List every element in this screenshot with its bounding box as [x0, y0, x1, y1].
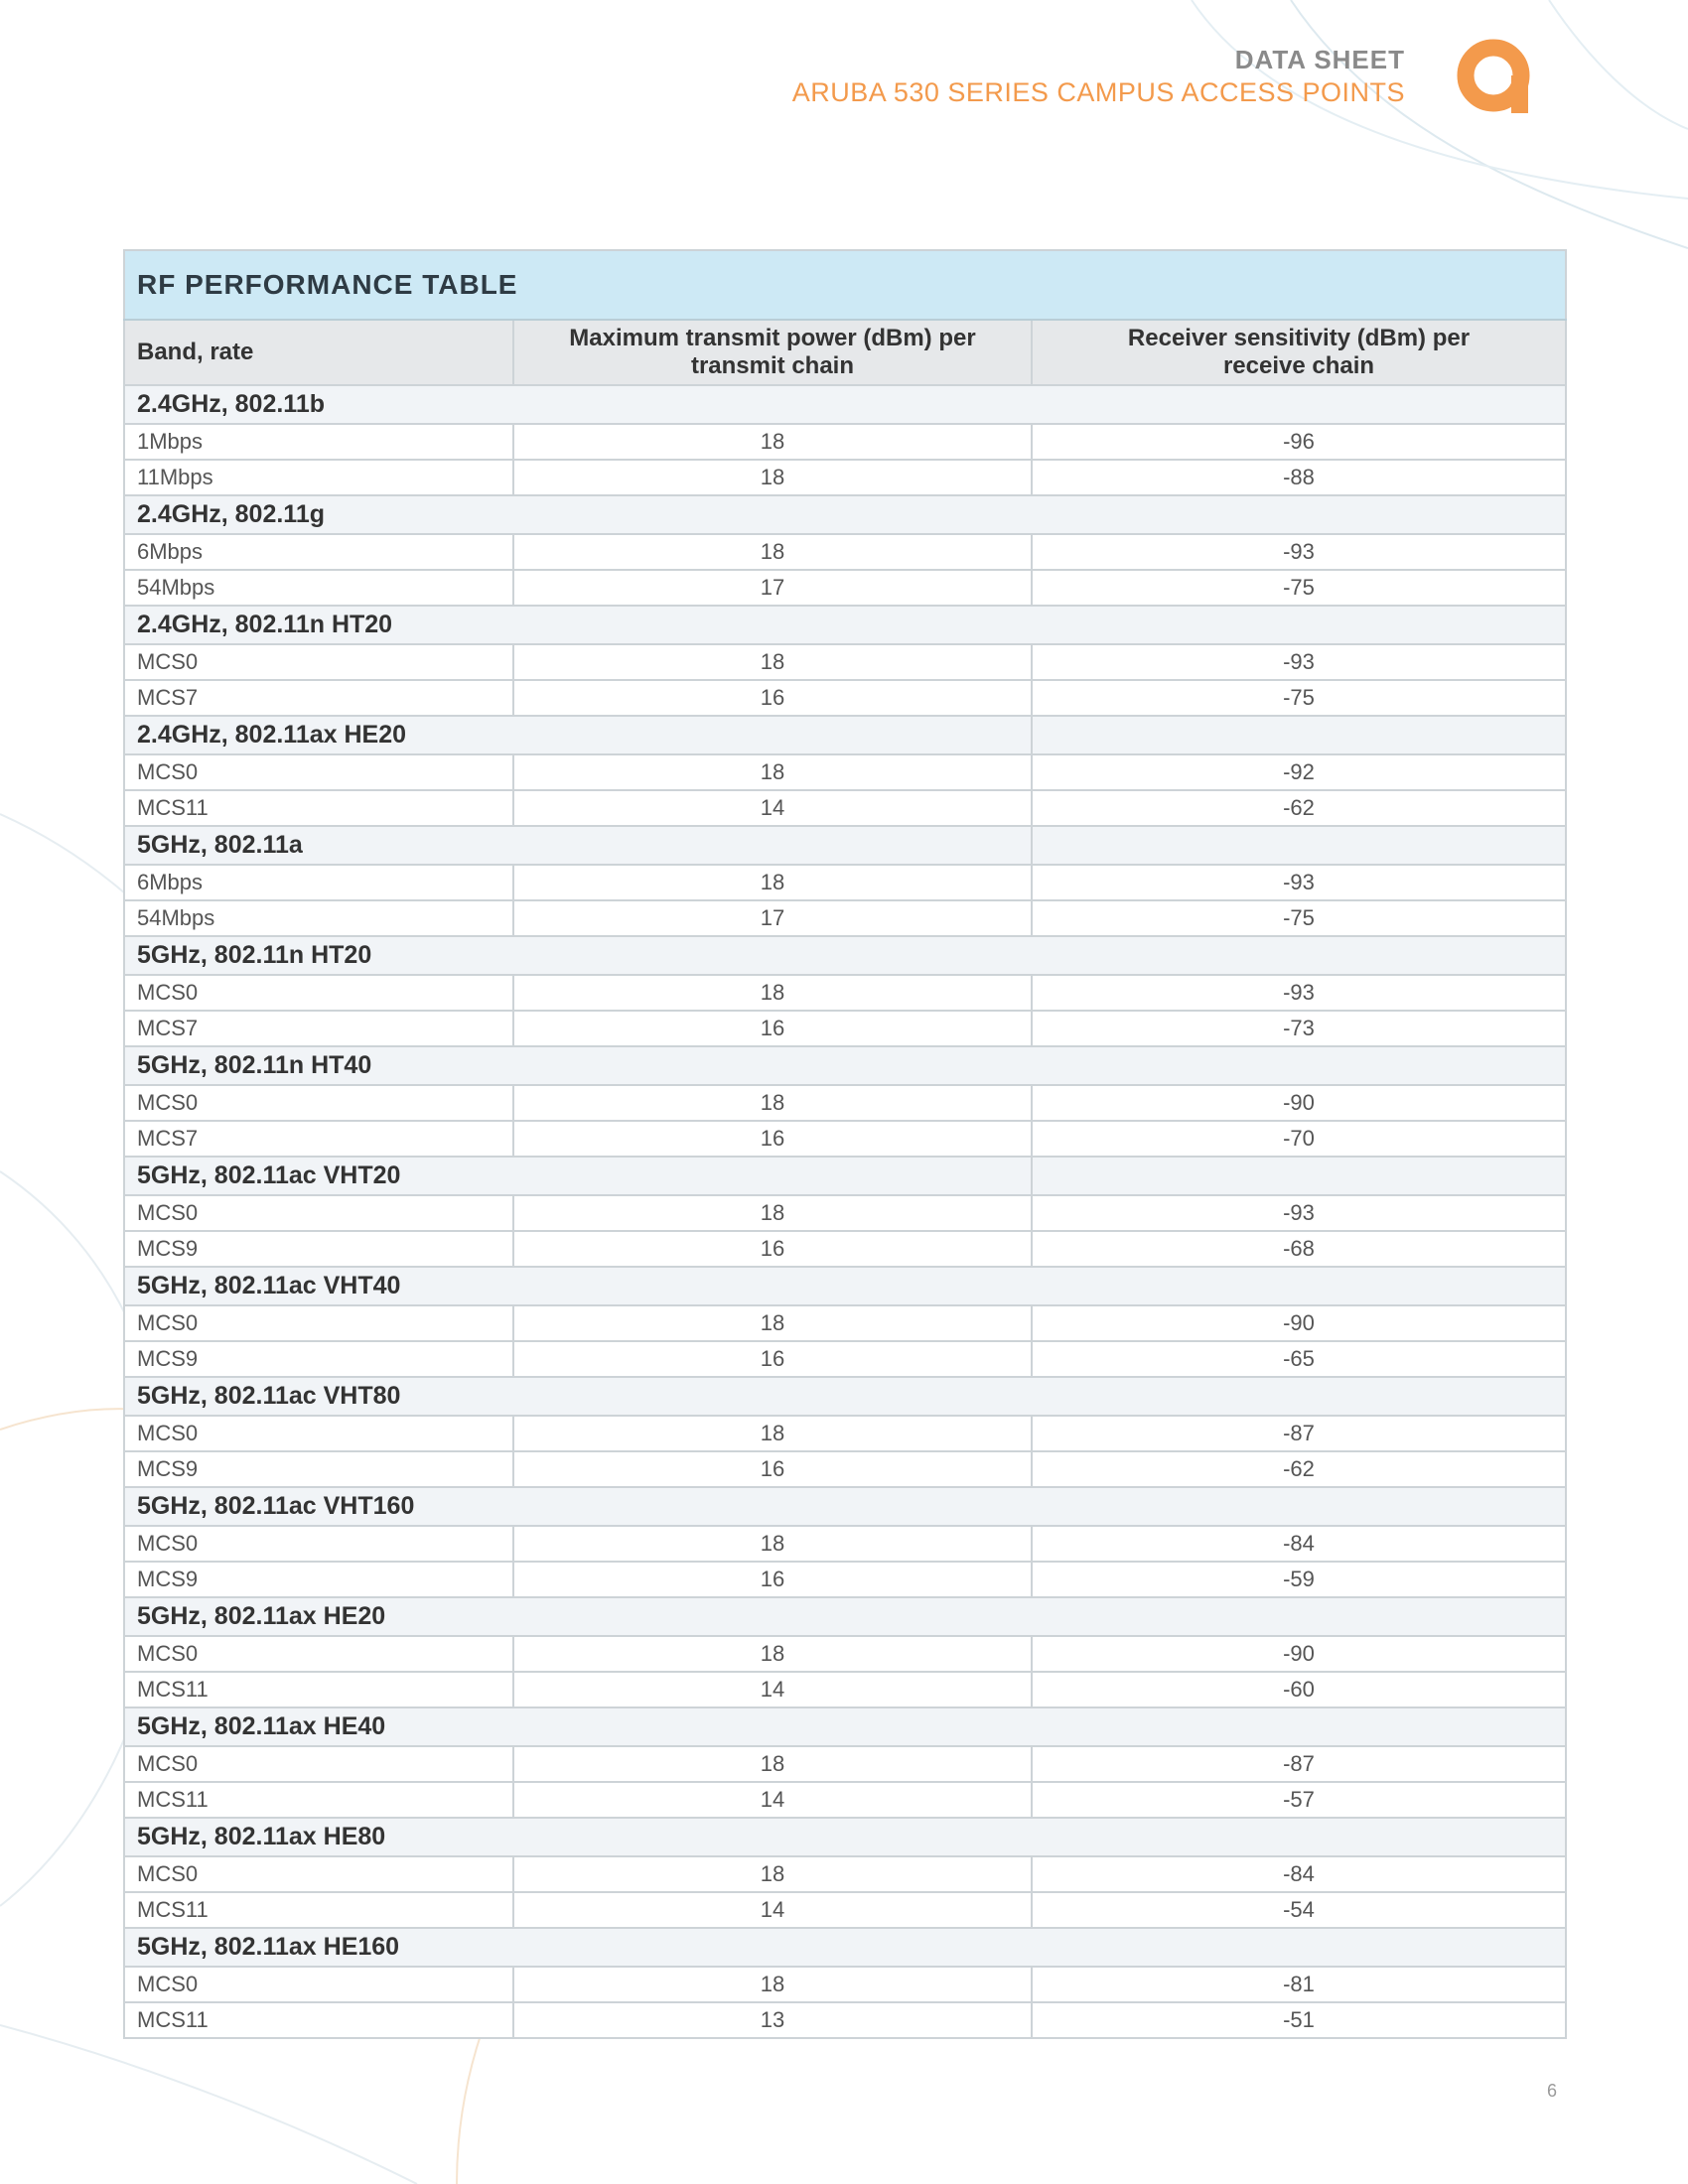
receiver-sensitivity-cell: -88 — [1032, 460, 1566, 495]
table-row — [124, 1011, 1566, 1046]
band-group-label: 2.4GHz, 802.11g — [124, 495, 1566, 534]
band-group-row — [124, 1487, 1566, 1526]
receiver-sensitivity-cell: -60 — [1032, 1672, 1566, 1707]
receiver-sensitivity-cell: -90 — [1032, 1305, 1566, 1341]
transmit-power-cell: 18 — [513, 1416, 1032, 1451]
table-row — [124, 790, 1566, 826]
band-group-label: 5GHz, 802.11n HT40 — [124, 1046, 1566, 1085]
transmit-power-cell: 18 — [513, 1195, 1032, 1231]
band-group-row — [124, 1377, 1566, 1416]
receiver-sensitivity-cell: -75 — [1032, 900, 1566, 936]
band-group-row — [124, 495, 1566, 534]
rate-cell: MCS0 — [124, 1305, 513, 1341]
table-row — [124, 1562, 1566, 1597]
table-row — [124, 1451, 1566, 1487]
table-row — [124, 460, 1566, 495]
receiver-sensitivity-cell: -96 — [1032, 424, 1566, 460]
column-header-transmit-power-text: Maximum transmit power (dBm) per transmit chain — [569, 325, 976, 379]
column-header-transmit-power — [513, 320, 1032, 385]
band-group-label: 5GHz, 802.11ac VHT160 — [124, 1487, 1566, 1526]
table-row — [124, 975, 1566, 1011]
rate-cell: MCS0 — [124, 1085, 513, 1121]
table-row — [124, 570, 1566, 606]
receiver-sensitivity-cell: -87 — [1032, 1416, 1566, 1451]
table-row — [124, 1416, 1566, 1451]
rate-cell: MCS11 — [124, 1672, 513, 1707]
doc-type-label: DATA SHEET — [1234, 45, 1405, 74]
transmit-power-cell: 16 — [513, 680, 1032, 716]
transmit-power-cell: 16 — [513, 1121, 1032, 1157]
band-group-label: 5GHz, 802.11ac VHT40 — [124, 1267, 1566, 1305]
transmit-power-cell: 17 — [513, 570, 1032, 606]
rate-cell: MCS7 — [124, 1011, 513, 1046]
transmit-power-cell: 14 — [513, 1892, 1032, 1928]
receiver-sensitivity-cell: -93 — [1032, 534, 1566, 570]
band-group-row — [124, 1597, 1566, 1636]
receiver-sensitivity-cell: -73 — [1032, 1011, 1566, 1046]
band-group-label: 5GHz, 802.11ax HE80 — [124, 1818, 1566, 1856]
transmit-power-cell: 18 — [513, 1085, 1032, 1121]
rate-cell: 1Mbps — [124, 424, 513, 460]
rate-cell: MCS9 — [124, 1451, 513, 1487]
transmit-power-cell: 13 — [513, 2002, 1032, 2038]
receiver-sensitivity-cell: -59 — [1032, 1562, 1566, 1597]
band-group-label: 5GHz, 802.11ac VHT80 — [124, 1377, 1566, 1416]
receiver-sensitivity-cell: -93 — [1032, 975, 1566, 1011]
table-title-row — [124, 250, 1566, 320]
transmit-power-cell: 18 — [513, 1305, 1032, 1341]
band-group-empty-cell — [1032, 716, 1566, 754]
transmit-power-cell: 18 — [513, 1636, 1032, 1672]
band-group-row — [124, 1707, 1566, 1746]
band-group-empty-cell — [1032, 826, 1566, 865]
table-row — [124, 424, 1566, 460]
receiver-sensitivity-cell: -75 — [1032, 570, 1566, 606]
table-row — [124, 680, 1566, 716]
band-group-row — [124, 1157, 1566, 1195]
transmit-power-cell: 16 — [513, 1451, 1032, 1487]
transmit-power-cell: 14 — [513, 1782, 1032, 1818]
receiver-sensitivity-cell: -51 — [1032, 2002, 1566, 2038]
band-group-label: 5GHz, 802.11ax HE160 — [124, 1928, 1566, 1967]
transmit-power-cell: 16 — [513, 1341, 1032, 1377]
transmit-power-cell: 16 — [513, 1011, 1032, 1046]
rate-cell: 11Mbps — [124, 460, 513, 495]
receiver-sensitivity-cell: -84 — [1032, 1856, 1566, 1892]
table-row — [124, 1305, 1566, 1341]
band-group-label: 5GHz, 802.11a — [124, 826, 1032, 865]
band-group-row — [124, 1046, 1566, 1085]
rate-cell: 54Mbps — [124, 900, 513, 936]
transmit-power-cell: 18 — [513, 1967, 1032, 2002]
rate-cell: MCS0 — [124, 1746, 513, 1782]
table-row — [124, 1526, 1566, 1562]
rate-cell: MCS0 — [124, 1856, 513, 1892]
rf-performance-table — [123, 249, 1567, 2039]
receiver-sensitivity-cell: -62 — [1032, 790, 1566, 826]
receiver-sensitivity-cell: -90 — [1032, 1085, 1566, 1121]
table-row — [124, 1892, 1566, 1928]
transmit-power-cell: 18 — [513, 424, 1032, 460]
band-group-label: 5GHz, 802.11ax HE20 — [124, 1597, 1566, 1636]
column-header-band-rate: Band, rate — [124, 320, 513, 385]
receiver-sensitivity-cell: -70 — [1032, 1121, 1566, 1157]
table-row — [124, 644, 1566, 680]
receiver-sensitivity-cell: -90 — [1032, 1636, 1566, 1672]
receiver-sensitivity-cell: -62 — [1032, 1451, 1566, 1487]
table-row — [124, 1341, 1566, 1377]
rate-cell: MCS7 — [124, 680, 513, 716]
band-group-label: 2.4GHz, 802.11ax HE20 — [124, 716, 1032, 754]
band-group-row — [124, 1818, 1566, 1856]
rate-cell: MCS0 — [124, 644, 513, 680]
rate-cell: 6Mbps — [124, 865, 513, 900]
table-row — [124, 534, 1566, 570]
receiver-sensitivity-cell: -87 — [1032, 1746, 1566, 1782]
rate-cell: MCS0 — [124, 975, 513, 1011]
receiver-sensitivity-cell: -92 — [1032, 754, 1566, 790]
rate-cell: MCS0 — [124, 1195, 513, 1231]
band-group-row — [124, 606, 1566, 644]
band-group-label: 5GHz, 802.11ax HE40 — [124, 1707, 1566, 1746]
rate-cell: MCS0 — [124, 1636, 513, 1672]
transmit-power-cell: 16 — [513, 1231, 1032, 1267]
receiver-sensitivity-cell: -93 — [1032, 1195, 1566, 1231]
table-row — [124, 865, 1566, 900]
table-row — [124, 900, 1566, 936]
receiver-sensitivity-cell: -68 — [1032, 1231, 1566, 1267]
rate-cell: MCS9 — [124, 1341, 513, 1377]
table-row — [124, 1195, 1566, 1231]
rate-cell: MCS0 — [124, 754, 513, 790]
band-group-label: 2.4GHz, 802.11n HT20 — [124, 606, 1566, 644]
band-group-label: 2.4GHz, 802.11b — [124, 385, 1566, 424]
column-header-receiver-sensitivity-text: Receiver sensitivity (dBm) per receive chain — [1127, 325, 1471, 379]
transmit-power-cell: 18 — [513, 865, 1032, 900]
rate-cell: 54Mbps — [124, 570, 513, 606]
band-group-row — [124, 826, 1566, 865]
transmit-power-cell: 18 — [513, 460, 1032, 495]
rate-cell: MCS0 — [124, 1526, 513, 1562]
transmit-power-cell: 18 — [513, 534, 1032, 570]
receiver-sensitivity-cell: -57 — [1032, 1782, 1566, 1818]
table-row — [124, 1085, 1566, 1121]
band-group-empty-cell — [1032, 1157, 1566, 1195]
band-group-label: 5GHz, 802.11n HT20 — [124, 936, 1566, 975]
table-row — [124, 1856, 1566, 1892]
doc-title: ARUBA 530 SERIES CAMPUS ACCESS POINTS — [791, 77, 1405, 107]
band-group-row — [124, 936, 1566, 975]
rate-cell: MCS9 — [124, 1562, 513, 1597]
transmit-power-cell: 16 — [513, 1562, 1032, 1597]
receiver-sensitivity-cell: -93 — [1032, 865, 1566, 900]
rate-cell: MCS0 — [124, 1967, 513, 2002]
transmit-power-cell: 18 — [513, 754, 1032, 790]
receiver-sensitivity-cell: -75 — [1032, 680, 1566, 716]
transmit-power-cell: 18 — [513, 975, 1032, 1011]
transmit-power-cell: 14 — [513, 1672, 1032, 1707]
receiver-sensitivity-cell: -65 — [1032, 1341, 1566, 1377]
receiver-sensitivity-cell: -81 — [1032, 1967, 1566, 2002]
rate-cell: MCS11 — [124, 790, 513, 826]
aruba-logo-icon — [1456, 36, 1537, 115]
table-header-row — [124, 320, 1566, 385]
transmit-power-cell: 18 — [513, 1526, 1032, 1562]
rate-cell: MCS0 — [124, 1416, 513, 1451]
band-group-label: 5GHz, 802.11ac VHT20 — [124, 1157, 1032, 1195]
band-group-row — [124, 716, 1566, 754]
table-row — [124, 1672, 1566, 1707]
table-title: RF PERFORMANCE TABLE — [124, 250, 1566, 320]
rate-cell: MCS7 — [124, 1121, 513, 1157]
transmit-power-cell: 18 — [513, 644, 1032, 680]
rate-cell: MCS11 — [124, 1892, 513, 1928]
band-group-row — [124, 1267, 1566, 1305]
transmit-power-cell: 18 — [513, 1746, 1032, 1782]
table-row — [124, 1782, 1566, 1818]
band-group-row — [124, 385, 1566, 424]
rate-cell: MCS11 — [124, 2002, 513, 2038]
rate-cell: MCS11 — [124, 1782, 513, 1818]
table-row — [124, 2002, 1566, 2038]
column-header-receiver-sensitivity — [1032, 320, 1566, 385]
band-group-row — [124, 1928, 1566, 1967]
rf-performance-table-container — [123, 249, 1565, 2039]
transmit-power-cell: 14 — [513, 790, 1032, 826]
receiver-sensitivity-cell: -93 — [1032, 644, 1566, 680]
receiver-sensitivity-cell: -54 — [1032, 1892, 1566, 1928]
transmit-power-cell: 18 — [513, 1856, 1032, 1892]
rate-cell: MCS9 — [124, 1231, 513, 1267]
table-row — [124, 754, 1566, 790]
table-row — [124, 1636, 1566, 1672]
page-number: 6 — [1547, 2081, 1558, 2101]
table-row — [124, 1967, 1566, 2002]
table-row — [124, 1231, 1566, 1267]
table-body — [124, 385, 1566, 2038]
receiver-sensitivity-cell: -84 — [1032, 1526, 1566, 1562]
document-header — [792, 44, 1405, 109]
rate-cell: 6Mbps — [124, 534, 513, 570]
table-row — [124, 1121, 1566, 1157]
table-row — [124, 1746, 1566, 1782]
transmit-power-cell: 17 — [513, 900, 1032, 936]
